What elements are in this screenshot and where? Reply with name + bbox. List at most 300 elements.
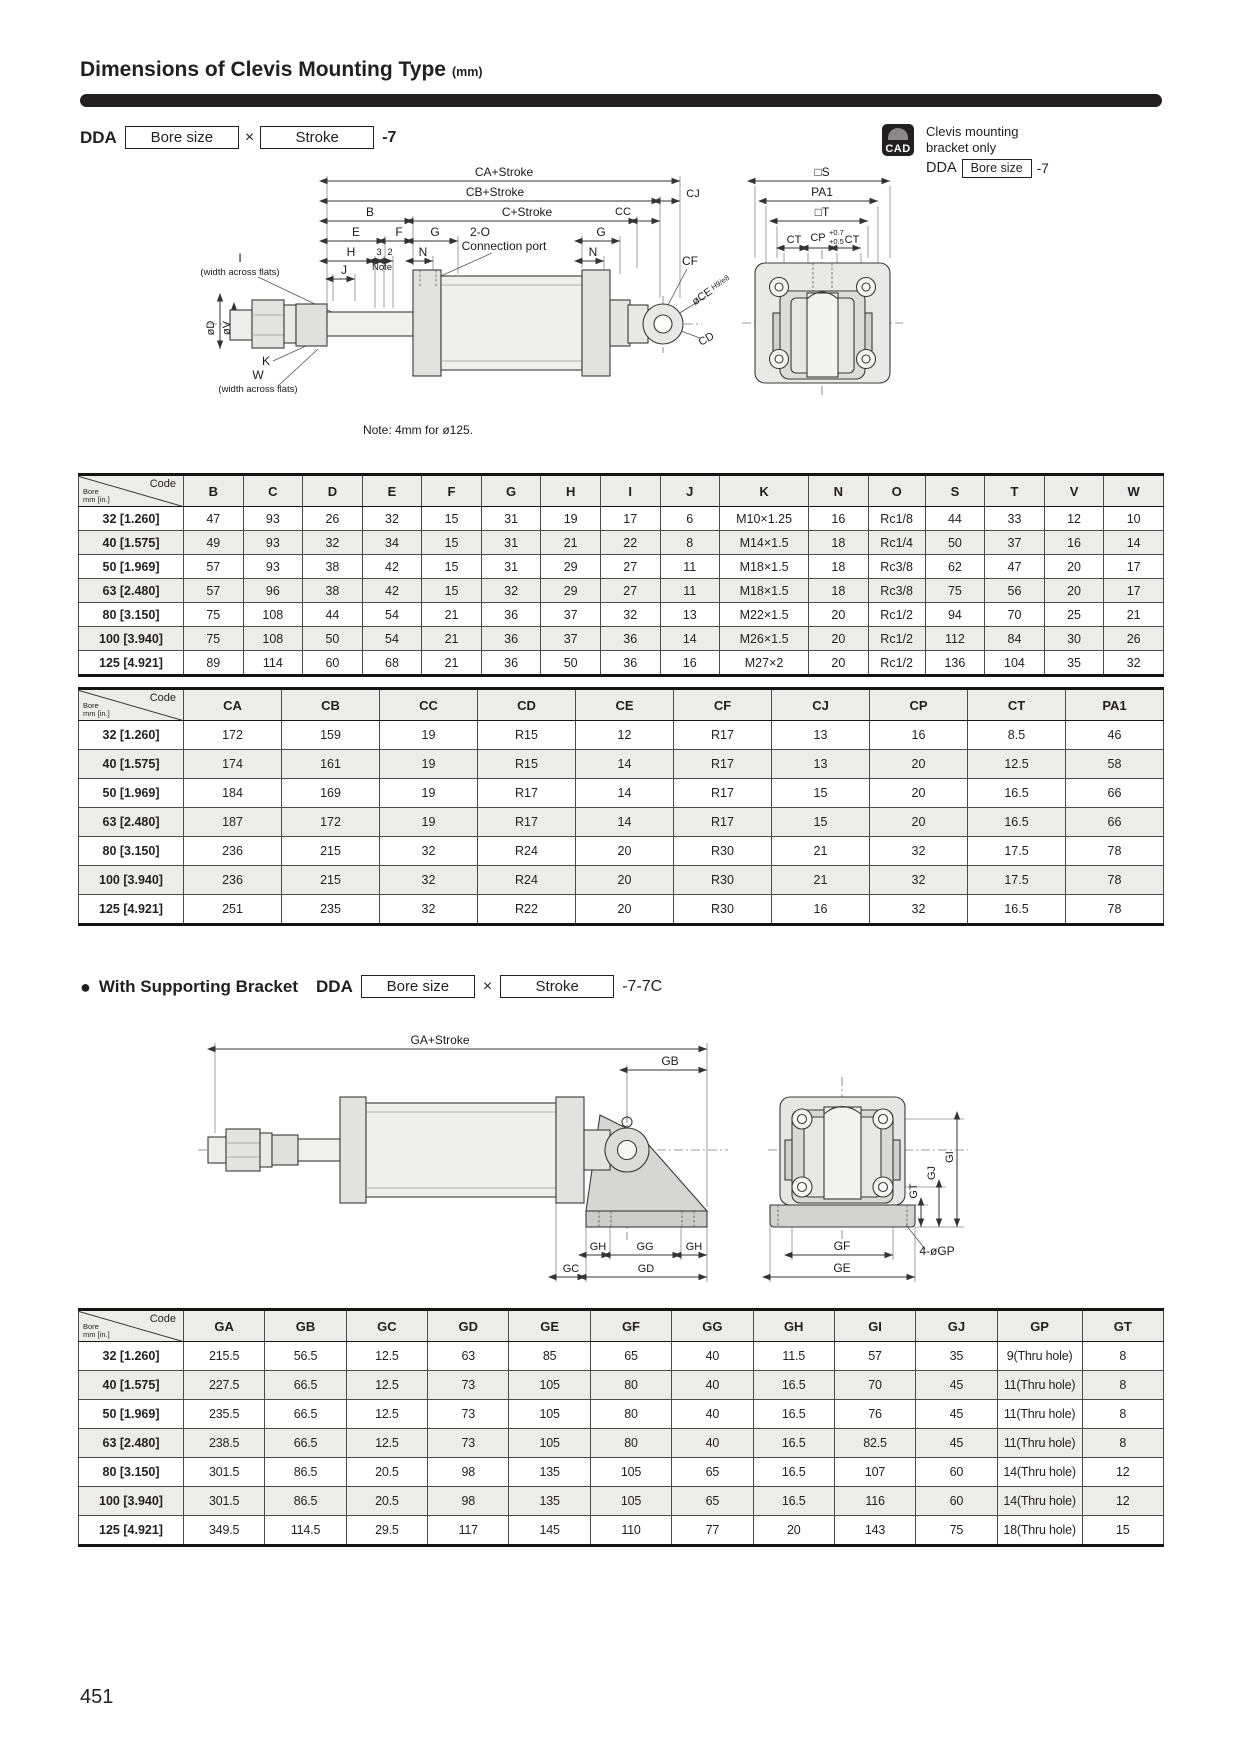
dim-label-gj: GJ: [926, 1165, 938, 1181]
col-header-GJ: GJ: [916, 1310, 997, 1342]
table-cell: 40: [672, 1429, 753, 1458]
table-cell: 8: [660, 531, 720, 555]
col-header-B: B: [184, 475, 244, 507]
table-cell: 11(Thru hole): [997, 1400, 1082, 1429]
table-cell: 14: [576, 779, 674, 808]
table-cell: 36: [600, 627, 660, 651]
table-cell: 33: [985, 507, 1045, 531]
table-cell: 78: [1066, 837, 1164, 866]
table-cell: 73: [428, 1371, 509, 1400]
col-header-C: C: [243, 475, 303, 507]
table-cell: 110: [590, 1516, 671, 1546]
table-cell: R17: [674, 779, 772, 808]
table-cell: 70: [985, 603, 1045, 627]
table-cell: M14×1.5: [720, 531, 809, 555]
cad-model-prefix: DDA: [926, 160, 957, 176]
times-symbol: ×: [482, 977, 493, 995]
table-cell: 14: [576, 750, 674, 779]
table-cell: 13: [772, 721, 870, 750]
dim-label-2: 2: [387, 247, 393, 258]
page-title-text: Dimensions of Clevis Mounting Type: [80, 58, 446, 81]
bullet-icon: ●: [80, 976, 91, 997]
table-cell: 16.5: [968, 808, 1066, 837]
row-label: 125 [4.921]: [79, 651, 184, 676]
col-header-GA: GA: [184, 1310, 265, 1342]
table-cell: 105: [590, 1458, 671, 1487]
cad-note-line1: Clevis mounting: [926, 124, 1019, 139]
corner-code-label: Code: [149, 692, 176, 704]
table-cell: R17: [478, 808, 576, 837]
table-cell: 32: [303, 531, 363, 555]
row-label: 50 [1.969]: [79, 1400, 184, 1429]
table-cell: 50: [925, 531, 985, 555]
table-cell: 34: [362, 531, 422, 555]
table-cell: 80: [590, 1400, 671, 1429]
table-cell: 86.5: [265, 1458, 346, 1487]
table-cell: 20: [870, 779, 968, 808]
table-cell: 14(Thru hole): [997, 1458, 1082, 1487]
table-cell: 66.5: [265, 1371, 346, 1400]
table-cell: 12.5: [346, 1400, 427, 1429]
table-cell: 16.5: [968, 895, 1066, 925]
table-cell: 21: [772, 866, 870, 895]
table-cell: 60: [303, 651, 363, 676]
row-label: 40 [1.575]: [79, 531, 184, 555]
table-cell: 18: [809, 555, 869, 579]
table-cell: 19: [380, 808, 478, 837]
table-cell: 66: [1066, 779, 1164, 808]
table-cell: Rc3/8: [868, 555, 925, 579]
table-cell: 11(Thru hole): [997, 1429, 1082, 1458]
table-cell: R30: [674, 837, 772, 866]
table-row: [79, 808, 1164, 837]
table-cell: 70: [834, 1371, 915, 1400]
table-cell: 301.5: [184, 1458, 265, 1487]
table-cell: R24: [478, 837, 576, 866]
page-title-unit: (mm): [451, 65, 483, 79]
table-cell: 36: [600, 651, 660, 676]
table-cell: 18: [809, 579, 869, 603]
table-cell: 135: [509, 1487, 590, 1516]
piston-rod: [327, 312, 413, 336]
table-cell: 8: [1082, 1371, 1163, 1400]
dim-label-gt: GT: [908, 1183, 920, 1199]
bracket-front-view: [770, 1097, 925, 1249]
supporting-bracket-dimensions-table: [78, 1308, 1164, 1547]
table-cell: Rc1/8: [868, 507, 925, 531]
table-cell: 16: [1044, 531, 1104, 555]
table-cell: 65: [672, 1487, 753, 1516]
cad-bore-size-box: Bore size: [962, 159, 1032, 178]
table-cell: 11.5: [753, 1342, 834, 1371]
table-cell: 16: [870, 721, 968, 750]
supporting-bracket-section-header: [80, 975, 662, 998]
table-cell: 12: [1082, 1458, 1163, 1487]
table-cell: 16.5: [753, 1458, 834, 1487]
table-cell: 238.5: [184, 1429, 265, 1458]
table-cell: 77: [672, 1516, 753, 1546]
col-header-D: D: [303, 475, 363, 507]
table-cell: 8.5: [968, 721, 1066, 750]
clevis-bracket-rear-view: [755, 263, 890, 383]
table-cell: 42: [362, 579, 422, 603]
table-cell: 98: [428, 1487, 509, 1516]
table-cell: 37: [541, 603, 601, 627]
col-header-O: O: [868, 475, 925, 507]
table-cell: 11: [660, 579, 720, 603]
dim-label-i: I: [238, 251, 242, 265]
table-corner-cell: [79, 689, 184, 721]
table-cell: 16.5: [753, 1371, 834, 1400]
table-cell: 14: [1104, 531, 1164, 555]
table-cell: 16.5: [753, 1400, 834, 1429]
table-row: [79, 1400, 1164, 1429]
table-row: [79, 507, 1164, 531]
table-cell: 76: [834, 1400, 915, 1429]
clevis-dimensions-table-1: [78, 473, 1164, 677]
table-cell: 57: [184, 555, 244, 579]
table-cell: R17: [674, 750, 772, 779]
table-cell: 14: [660, 627, 720, 651]
table-cell: 32: [1104, 651, 1164, 676]
table-cell: 16: [772, 895, 870, 925]
table-cell: 46: [1066, 721, 1164, 750]
dim-label-dia-d: øD: [205, 320, 217, 336]
table-cell: 20: [809, 603, 869, 627]
table-cell: 80: [590, 1371, 671, 1400]
table-cell: 12.5: [346, 1429, 427, 1458]
table-row: [79, 1516, 1164, 1546]
col-header-CJ: CJ: [772, 689, 870, 721]
row-label: 63 [2.480]: [79, 579, 184, 603]
table-cell: 15: [422, 507, 482, 531]
dim-label-ce: øCEH9/e8: [689, 273, 732, 309]
table-row: [79, 1458, 1164, 1487]
table-cell: 56: [985, 579, 1045, 603]
table-cell: 18(Thru hole): [997, 1516, 1082, 1546]
table-row: [79, 779, 1164, 808]
table-cell: 117: [428, 1516, 509, 1546]
head-cover: [582, 270, 610, 376]
table-cell: Rc1/2: [868, 603, 925, 627]
table-cell: 45: [916, 1400, 997, 1429]
table-cell: 235: [282, 895, 380, 925]
table-cell: 86.5: [265, 1487, 346, 1516]
table-cell: 22: [600, 531, 660, 555]
table-cell: 21: [772, 837, 870, 866]
stroke-box: Stroke: [500, 975, 614, 998]
model-suffix: -7-7C: [622, 977, 663, 995]
table-row: [79, 750, 1164, 779]
table-cell: 66.5: [265, 1400, 346, 1429]
table-cell: 21: [1104, 603, 1164, 627]
corner-bore-label: Bore mm [in.]: [83, 1321, 110, 1340]
dim-label-e: E: [351, 225, 361, 239]
table-cell: 8: [1082, 1429, 1163, 1458]
table-cell: 40: [672, 1342, 753, 1371]
table-corner-cell: [79, 475, 184, 507]
table-cell: 12.5: [968, 750, 1066, 779]
table-cell: 235.5: [184, 1400, 265, 1429]
table-cell: 21: [541, 531, 601, 555]
table-cell: 20: [576, 895, 674, 925]
table-cell: 15: [1082, 1516, 1163, 1546]
col-header-GC: GC: [346, 1310, 427, 1342]
cad-icon-dome: [888, 128, 908, 140]
table-cell: 169: [282, 779, 380, 808]
table-cell: 105: [590, 1487, 671, 1516]
table-row: [79, 651, 1164, 676]
table-row: [79, 555, 1164, 579]
dim-label-cb-stroke: CB+Stroke: [465, 185, 525, 199]
table-cell: 14(Thru hole): [997, 1487, 1082, 1516]
col-header-CA: CA: [184, 689, 282, 721]
table-cell: M27×2: [720, 651, 809, 676]
row-label: 32 [1.260]: [79, 721, 184, 750]
table-cell: R15: [478, 750, 576, 779]
corner-code-label: Code: [149, 1313, 176, 1325]
table-cell: 236: [184, 866, 282, 895]
dim-label-gb: GB: [661, 1054, 679, 1068]
table-cell: 114: [243, 651, 303, 676]
drawing-note: Note: 4mm for ø125.: [362, 423, 474, 437]
table-cell: M18×1.5: [720, 555, 809, 579]
table-cell: 45: [916, 1371, 997, 1400]
table-cell: 21: [422, 627, 482, 651]
dim-label-j: J: [341, 263, 347, 277]
table-cell: 60: [916, 1487, 997, 1516]
table-cell: 50: [541, 651, 601, 676]
dim-label-s: □S: [814, 165, 830, 179]
col-header-E: E: [362, 475, 422, 507]
dim-label-ca-stroke: CA+Stroke: [474, 165, 534, 179]
col-header-J: J: [660, 475, 720, 507]
table-cell: 16.5: [753, 1487, 834, 1516]
table-cell: 12.5: [346, 1371, 427, 1400]
row-label: 80 [3.150]: [79, 603, 184, 627]
dim-label-w: W: [252, 368, 264, 382]
table-cell: 54: [362, 627, 422, 651]
table-cell: 27: [600, 555, 660, 579]
table-cell: R22: [478, 895, 576, 925]
table-cell: 227.5: [184, 1371, 265, 1400]
supporting-bracket-drawing: [80, 1015, 1162, 1305]
table-cell: 30: [1044, 627, 1104, 651]
cylinder-tube: [366, 1103, 556, 1197]
table-cell: 32: [870, 895, 968, 925]
table-cell: 236: [184, 837, 282, 866]
col-header-CE: CE: [576, 689, 674, 721]
table-cell: 32: [481, 579, 541, 603]
table-cell: 10: [1104, 507, 1164, 531]
bore-size-box: Bore size: [125, 126, 239, 149]
table-cell: 16.5: [968, 779, 1066, 808]
dim-label-gc: GC: [562, 1263, 580, 1275]
table-cell: 107: [834, 1458, 915, 1487]
col-header-G: G: [481, 475, 541, 507]
col-header-I: I: [600, 475, 660, 507]
table-cell: 20: [1044, 555, 1104, 579]
cp-tolerance-upper: +0.7: [829, 228, 844, 237]
row-label: 100 [3.940]: [79, 627, 184, 651]
table-cell: 93: [243, 531, 303, 555]
col-header-W: W: [1104, 475, 1164, 507]
label-4-gp: 4-øGP: [919, 1244, 955, 1258]
bore-size-box: Bore size: [361, 975, 475, 998]
table-corner-cell: [79, 1310, 184, 1342]
table-cell: 105: [509, 1371, 590, 1400]
cad-note-text: [926, 124, 1049, 157]
table-cell: 161: [282, 750, 380, 779]
table-cell: 73: [428, 1400, 509, 1429]
corner-code-label: Code: [149, 478, 176, 490]
table-cell: Rc1/2: [868, 627, 925, 651]
section-title: With Supporting Bracket: [98, 976, 299, 996]
col-header-CB: CB: [282, 689, 380, 721]
table-cell: M22×1.5: [720, 603, 809, 627]
row-label: 125 [4.921]: [79, 895, 184, 925]
label-2-o: 2-O: [469, 225, 491, 239]
table-cell: 15: [422, 555, 482, 579]
table-cell: 184: [184, 779, 282, 808]
table-cell: 84: [985, 627, 1045, 651]
dim-label-gg: GG: [636, 1241, 654, 1253]
table-cell: 29.5: [346, 1516, 427, 1546]
table-cell: 12: [576, 721, 674, 750]
table-cell: 15: [422, 531, 482, 555]
table-row: [79, 603, 1164, 627]
dim-label-cj: CJ: [686, 188, 700, 200]
table-cell: Rc3/8: [868, 579, 925, 603]
dim-label-ct-left: CT: [786, 234, 802, 246]
table-cell: 187: [184, 808, 282, 837]
table-cell: 8: [1082, 1342, 1163, 1371]
table-cell: 38: [303, 579, 363, 603]
col-header-F: F: [422, 475, 482, 507]
table-cell: 26: [1104, 627, 1164, 651]
table-cell: 11: [660, 555, 720, 579]
row-label: 32 [1.260]: [79, 1342, 184, 1371]
pivot-pin: [618, 1141, 637, 1160]
col-header-GT: GT: [1082, 1310, 1163, 1342]
table-cell: 172: [282, 808, 380, 837]
table-cell: 112: [925, 627, 985, 651]
table-cell: 143: [834, 1516, 915, 1546]
rod-cover: [340, 1097, 366, 1203]
table-cell: 66: [1066, 808, 1164, 837]
table-cell: 19: [380, 721, 478, 750]
table-cell: 56.5: [265, 1342, 346, 1371]
table-cell: 45: [916, 1429, 997, 1458]
table-cell: 21: [422, 651, 482, 676]
label-connection-port: Connection port: [461, 239, 547, 253]
table-cell: 75: [184, 627, 244, 651]
table-cell: 20: [753, 1516, 834, 1546]
cad-note-line2: bracket only: [926, 140, 997, 156]
bracket-foot: [586, 1211, 707, 1227]
table-cell: 75: [925, 579, 985, 603]
table-cell: 215: [282, 837, 380, 866]
rod-hex-nut: [252, 300, 284, 348]
col-header-PA1: PA1: [1066, 689, 1164, 721]
table-cell: 44: [303, 603, 363, 627]
table-cell: 42: [362, 555, 422, 579]
table-cell: 17.5: [968, 866, 1066, 895]
table-cell: 15: [772, 808, 870, 837]
table-cell: 65: [590, 1342, 671, 1371]
table-cell: 17: [600, 507, 660, 531]
table-cell: M10×1.25: [720, 507, 809, 531]
row-label: 100 [3.940]: [79, 866, 184, 895]
dim-label-gi: GI: [944, 1151, 956, 1163]
cp-tolerance-lower: +0.5: [829, 237, 844, 246]
times-symbol: ×: [244, 128, 255, 146]
table-cell: 114.5: [265, 1516, 346, 1546]
col-header-N: N: [809, 475, 869, 507]
table-cell: 16: [660, 651, 720, 676]
title-rule-bar: [80, 94, 1162, 107]
table-cell: 349.5: [184, 1516, 265, 1546]
col-header-T: T: [985, 475, 1045, 507]
table-cell: 17.5: [968, 837, 1066, 866]
table-cell: 25: [1044, 603, 1104, 627]
table-cell: 36: [481, 651, 541, 676]
col-header-CF: CF: [674, 689, 772, 721]
table-cell: 31: [481, 531, 541, 555]
page-title: [80, 58, 483, 82]
table-cell: 73: [428, 1429, 509, 1458]
col-header-GD: GD: [428, 1310, 509, 1342]
table-cell: 31: [481, 507, 541, 531]
stroke-box: Stroke: [260, 126, 374, 149]
row-label: 32 [1.260]: [79, 507, 184, 531]
cad-icon: [882, 124, 914, 156]
table-cell: 301.5: [184, 1487, 265, 1516]
table-cell: R15: [478, 721, 576, 750]
table-cell: 44: [925, 507, 985, 531]
rod-cover: [413, 270, 441, 376]
row-label: 80 [3.150]: [79, 1458, 184, 1487]
col-header-V: V: [1044, 475, 1104, 507]
table-cell: R17: [478, 779, 576, 808]
col-header-CD: CD: [478, 689, 576, 721]
table-cell: 60: [916, 1458, 997, 1487]
table-cell: 47: [985, 555, 1045, 579]
table-cell: 20.5: [346, 1487, 427, 1516]
table-cell: 37: [541, 627, 601, 651]
table-cell: 32: [870, 837, 968, 866]
clevis-dimensions-table-2: [78, 687, 1164, 926]
col-header-GG: GG: [672, 1310, 753, 1342]
dim-label-n-left: N: [418, 245, 428, 259]
table-cell: 78: [1066, 866, 1164, 895]
table-cell: 14: [576, 808, 674, 837]
table-cell: 75: [184, 603, 244, 627]
cad-icon-label: CAD: [885, 143, 911, 155]
dim-label-dia-v: øV: [221, 320, 233, 336]
table-cell: 159: [282, 721, 380, 750]
model-suffix: -7: [382, 128, 397, 146]
table-cell: 12: [1082, 1487, 1163, 1516]
bracket-base: [770, 1205, 915, 1227]
table-cell: 26: [303, 507, 363, 531]
label-w-width-across-flats: (width across flats): [218, 384, 298, 395]
table-cell: 17: [1104, 555, 1164, 579]
table-cell: 80: [590, 1429, 671, 1458]
dim-label-n-right: N: [588, 245, 598, 259]
row-label: 50 [1.969]: [79, 779, 184, 808]
table-cell: 65: [672, 1458, 753, 1487]
